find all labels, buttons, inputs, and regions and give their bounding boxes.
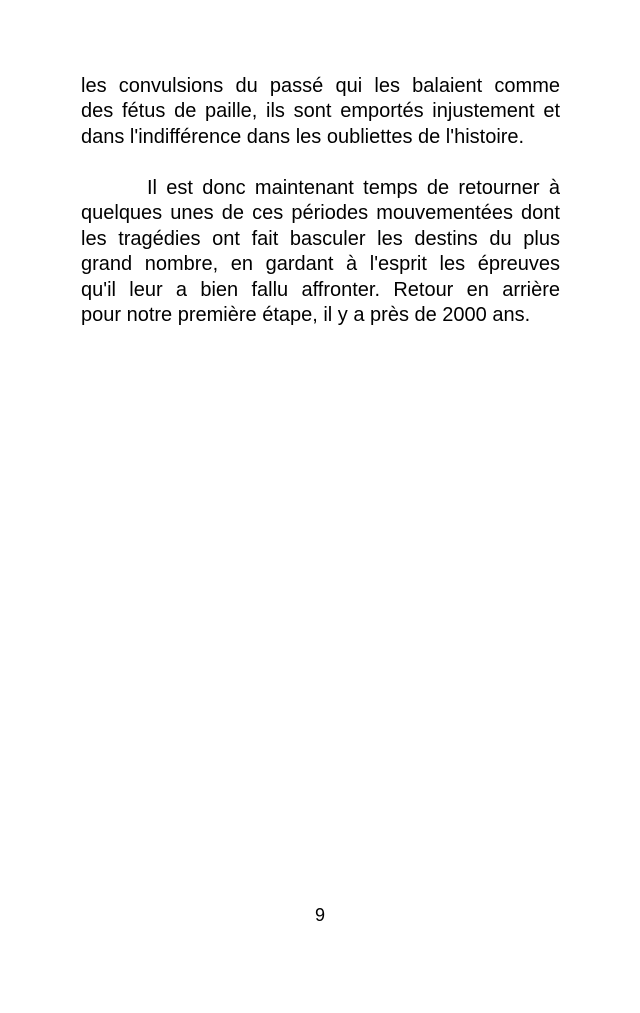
paragraph [81, 176, 560, 328]
text-line: pour notre première étape, il y a près de 2000 ans. [81, 303, 531, 326]
text-line: les tragédies ont fait basculer les destins du plus [81, 227, 560, 250]
text-line: des fétus de paille, ils sont emportés injustement et [81, 100, 560, 123]
text-line: grand nombre, en gardant à l'esprit les épreuves [81, 253, 560, 276]
text-line: Il est donc maintenant temps de retourner à [147, 177, 560, 199]
text-line: dans l'indifférence dans les oubliettes de l'histoire. [81, 125, 525, 148]
text-line: qu'il leur a bien fallu affronter. Retour en arrière [81, 278, 560, 301]
paragraph-continuation [81, 74, 560, 150]
text-line: les convulsions du passé qui les balaient comme [81, 75, 560, 97]
text-line: quelques unes de ces périodes mouvementées dont [81, 202, 560, 225]
page-number: 9 [314, 905, 325, 925]
